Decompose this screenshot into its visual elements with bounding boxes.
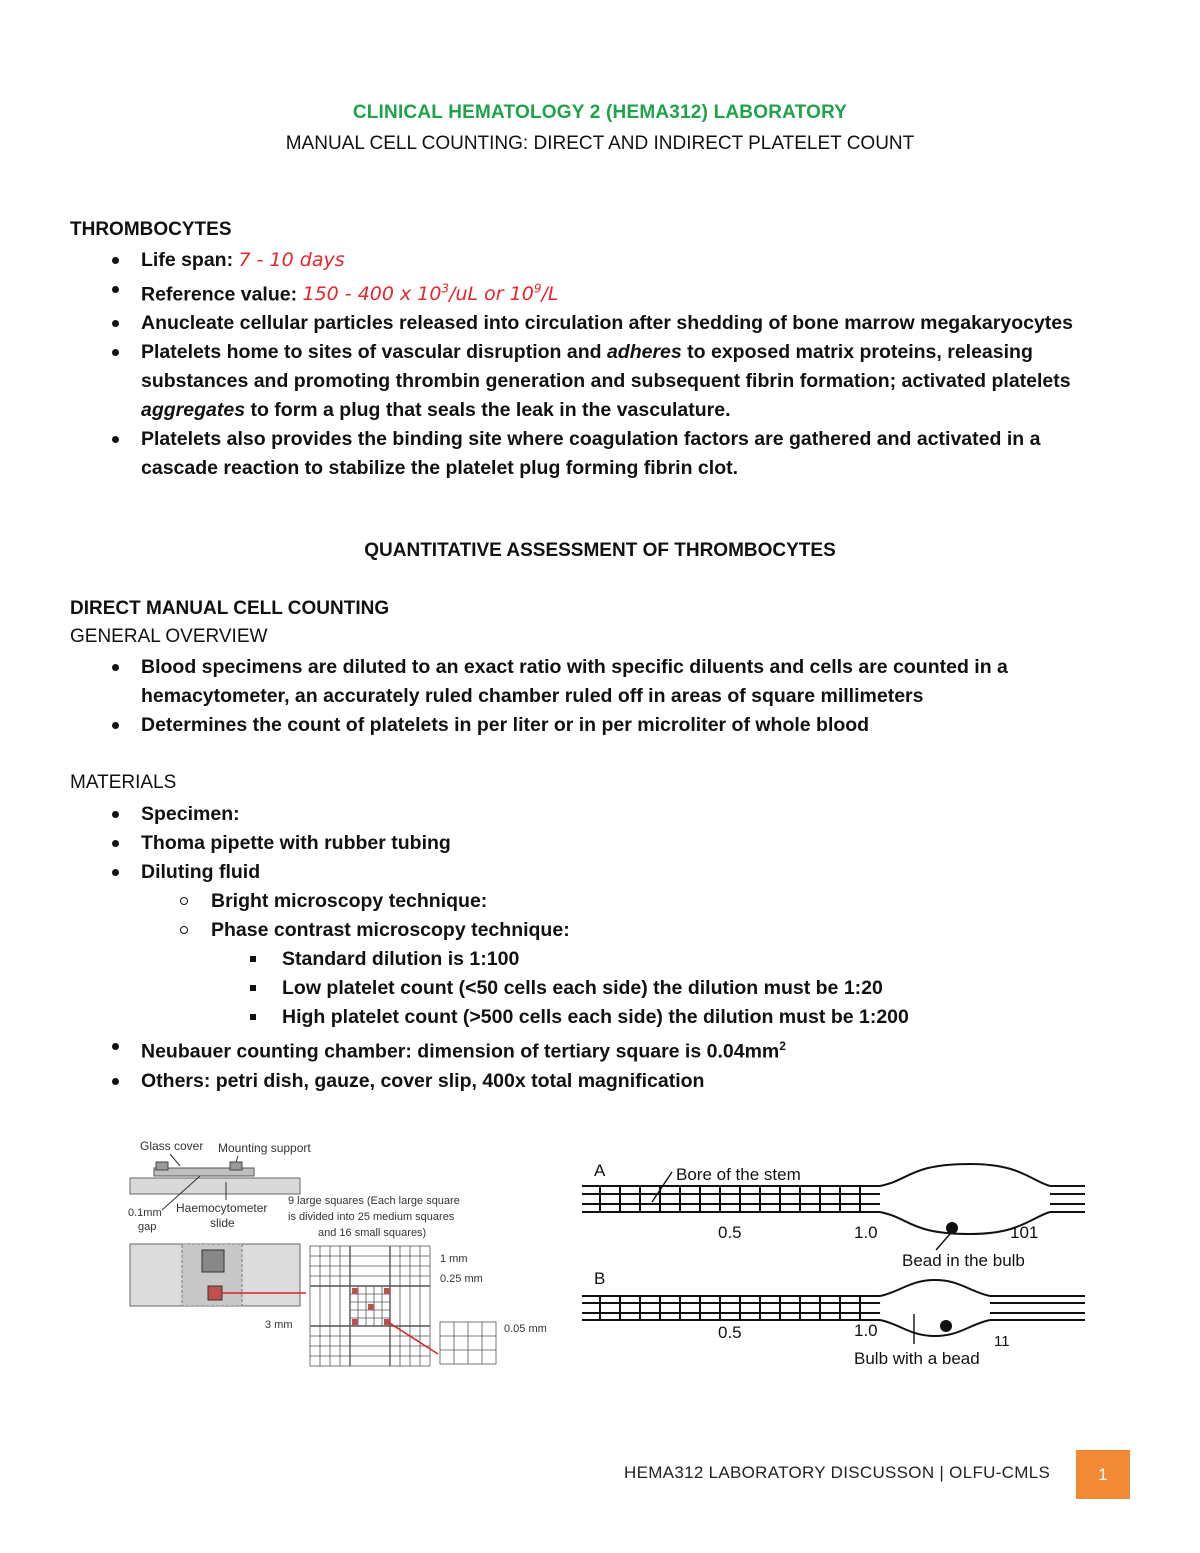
- material-phase-contrast: Phase contrast microscopy technique:: [0, 916, 1200, 945]
- slide-label-2: slide: [210, 1216, 235, 1230]
- page-number-badge: 1: [1076, 1450, 1130, 1499]
- binding-site-item: Platelets also provides the binding site where coagulation factors are gathered and activated in a cascade reaction to stabilize the platelet plug forming fibrin clot.: [0, 425, 1200, 483]
- b4-part2: to exposed matrix proteins, releasing substances and promoting thrombin generation and subsequent fibrin formation; activated platelets: [141, 341, 1071, 393]
- overview-item-dilution: Blood specimens are diluted to an exact ratio with specific diluents and cells are counted in a hemacytometer, an accurately ruled chamber ruled off in areas of square millimeters: [0, 653, 1200, 711]
- thrombocytes-list: [0, 246, 1200, 483]
- overview-item-count: Determines the count of platelets in per liter or in per microliter of whole blood: [0, 711, 1200, 740]
- b4-part3: to form a plug that seals the leak in the vasculature.: [245, 399, 731, 422]
- b4-adheres: adheres: [606, 341, 682, 364]
- mounting-support-label: Mounting support: [218, 1141, 311, 1155]
- hemocytometer-figure: [120, 1130, 570, 1380]
- bead-b: [940, 1320, 952, 1332]
- materials-list: [0, 800, 1200, 1096]
- ref-value-exponent2: 9: [533, 282, 542, 296]
- b4-part1: Platelets home to sites of vascular disruption and: [141, 341, 607, 364]
- dimension-1mm: 1 mm: [440, 1253, 468, 1265]
- document-title: CLINICAL HEMATOLOGY 2 (HEMA312) LABORATORY: [352, 102, 848, 123]
- b4-aggregates: aggregates: [141, 399, 246, 422]
- pipette-b-11: 11: [994, 1333, 1010, 1350]
- pipette-a-05: 0.5: [718, 1223, 742, 1242]
- bulb-with-bead-label: Bulb with a bead: [854, 1349, 980, 1368]
- material-others: Others: petri dish, gauze, cover slip, 400x total magnification: [0, 1067, 1200, 1096]
- zoom-arrow-2: [388, 1322, 438, 1354]
- pipette-b-10: 1.0: [854, 1321, 878, 1340]
- ref-value-exponent1: 3: [441, 282, 450, 296]
- material-bright-microscopy: Bright microscopy technique:: [0, 887, 1200, 916]
- squares-label-1: 9 large squares (Each large square: [288, 1195, 460, 1207]
- thrombocytes-heading: THROMBOCYTES: [70, 219, 232, 240]
- direct-counting-heading: DIRECT MANUAL CELL COUNTING: [70, 598, 390, 619]
- slide-label-1: Haemocytometer: [176, 1201, 268, 1215]
- ref-value-part2: /uL or 10: [449, 283, 534, 306]
- ref-value-part3: /L: [541, 283, 559, 306]
- life-span-label: Life span:: [141, 249, 234, 271]
- materials-label: MATERIALS: [70, 772, 177, 793]
- page-footer: HEMA312 LABORATORY DISCUSSON | OLFU-CMLS: [624, 1463, 1051, 1482]
- chamber-highlight: [208, 1286, 222, 1300]
- squares-label-3: and 16 small squares): [318, 1227, 427, 1239]
- dilution-low: Low platelet count (<50 cells each side) the dilution must be 1:20: [0, 974, 1200, 1003]
- material-specimen: Specimen:: [0, 800, 1200, 829]
- life-span-item: [0, 246, 1200, 275]
- overview-list: [0, 653, 1200, 740]
- material-diluting-fluid: Diluting fluid: [0, 858, 1200, 887]
- reference-value-label: Reference value:: [141, 283, 298, 306]
- support-right: [230, 1162, 242, 1170]
- small-square-zoom: [440, 1322, 496, 1364]
- pipette-b-05: 0.5: [718, 1323, 742, 1342]
- dimension-025mm: 0.25 mm: [440, 1273, 483, 1285]
- material-thoma-pipette: Thoma pipette with rubber tubing: [0, 829, 1200, 858]
- squares-label-2: is divided into 25 medium squares: [288, 1211, 455, 1223]
- neubauer-text: Neubauer counting chamber: dimension of tertiary square is 0.04mm: [141, 1040, 780, 1063]
- thoma-pipette-figure: [580, 1150, 1090, 1380]
- pipette-a-label: A: [594, 1161, 606, 1180]
- bead-a: [946, 1222, 958, 1234]
- pipette-a-101: 101: [1010, 1223, 1039, 1242]
- bore-label: Bore of the stem: [676, 1165, 801, 1184]
- ref-value-part1: 150 - 400 x 10: [302, 283, 442, 306]
- bead-in-bulb-label: Bead in the bulb: [902, 1251, 1025, 1270]
- support-pointer: [236, 1156, 238, 1162]
- reference-value-handwritten: [303, 283, 559, 305]
- gap-label-2: gap: [138, 1221, 157, 1233]
- pipette-a-10: 1.0: [854, 1223, 878, 1242]
- general-overview-label: GENERAL OVERVIEW: [70, 626, 268, 647]
- bead-pointer-a: [936, 1234, 950, 1250]
- glass-cover-label: Glass cover: [140, 1139, 204, 1153]
- material-neubauer: [0, 1032, 1200, 1067]
- glass-cover-pointer: [170, 1154, 180, 1166]
- reference-value-item: [0, 275, 1200, 309]
- quantitative-heading: QUANTITATIVE ASSESSMENT OF THROMBOCYTES: [364, 540, 836, 561]
- support-left: [156, 1162, 168, 1170]
- document-subtitle: MANUAL CELL COUNTING: DIRECT AND INDIRECT PLATELET COUNT: [285, 133, 915, 154]
- neubauer-exponent: 2: [779, 1039, 786, 1053]
- gap-label-1: 0.1mm: [128, 1207, 162, 1219]
- pipette-b-label: B: [594, 1269, 606, 1288]
- vascular-disruption-item: [0, 338, 1200, 425]
- anucleate-item: Anucleate cellular particles released into circulation after shedding of bone marrow megakaryocytes: [0, 309, 1200, 338]
- dimension-3mm: 3 mm: [265, 1319, 293, 1331]
- slide-side-view: [130, 1178, 300, 1194]
- chamber-top: [202, 1250, 224, 1272]
- dimension-005mm: 0.05 mm: [504, 1323, 547, 1335]
- life-span-handwritten-value: 7 - 10 days: [238, 249, 345, 271]
- pipette-b: [582, 1280, 1085, 1336]
- dilution-high: High platelet count (>500 cells each side) the dilution must be 1:200: [0, 1003, 1200, 1032]
- dilution-standard: Standard dilution is 1:100: [0, 945, 1200, 974]
